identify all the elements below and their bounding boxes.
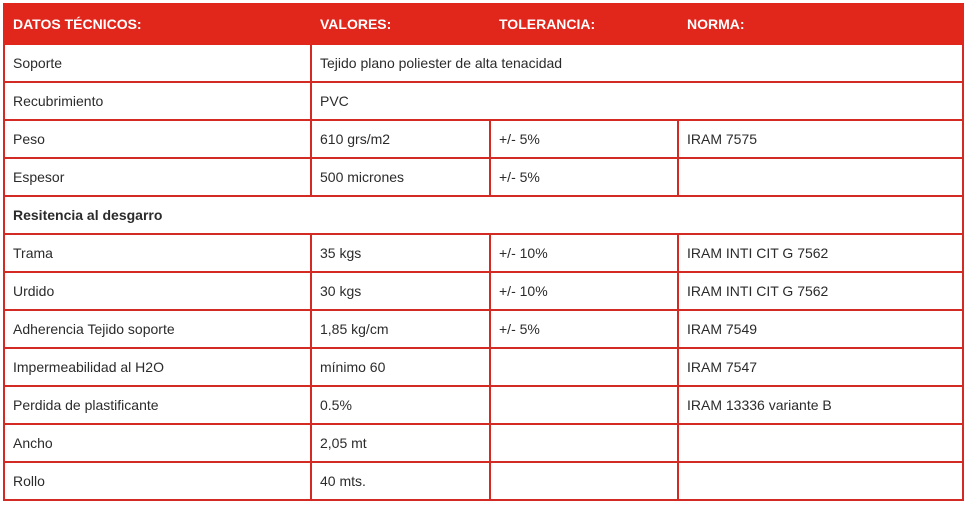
row-label: Impermeabilidad al H2O: [4, 348, 311, 386]
table-body: [4, 44, 963, 500]
row-value: 40 mts.: [311, 462, 490, 500]
row-label: Rollo: [4, 462, 311, 500]
row-tolerance: [490, 424, 678, 462]
table-row-impermeabilidad: [4, 348, 963, 386]
row-label: Trama: [4, 234, 311, 272]
row-tolerance: +/- 5%: [490, 120, 678, 158]
row-norm: IRAM 7549: [678, 310, 963, 348]
row-label: Adherencia Tejido soporte: [4, 310, 311, 348]
row-value: mínimo 60: [311, 348, 490, 386]
row-norm: [678, 424, 963, 462]
table-row-trama: [4, 234, 963, 272]
table-row-adherencia: [4, 310, 963, 348]
row-value: 2,05 mt: [311, 424, 490, 462]
row-value: 610 grs/m2: [311, 120, 490, 158]
table-row-ancho: [4, 424, 963, 462]
row-label: Urdido: [4, 272, 311, 310]
row-value: 35 kgs: [311, 234, 490, 272]
row-value: 30 kgs: [311, 272, 490, 310]
row-tolerance: [490, 348, 678, 386]
header-tolerancia: TOLERANCIA:: [490, 4, 678, 44]
row-value: 500 micrones: [311, 158, 490, 196]
row-value: Tejido plano poliester de alta tenacidad: [311, 44, 963, 82]
header-row: [4, 4, 963, 44]
row-label: Soporte: [4, 44, 311, 82]
row-norm: [678, 462, 963, 500]
row-value: 1,85 kg/cm: [311, 310, 490, 348]
row-label: Peso: [4, 120, 311, 158]
table-row-urdido: [4, 272, 963, 310]
table-row-peso: [4, 120, 963, 158]
row-label: Recubrimiento: [4, 82, 311, 120]
row-tolerance: +/- 10%: [490, 234, 678, 272]
table-row-perdida: [4, 386, 963, 424]
table-header: [4, 4, 963, 44]
row-tolerance: +/- 5%: [490, 310, 678, 348]
row-tolerance: +/- 10%: [490, 272, 678, 310]
row-norm: IRAM 13336 variante B: [678, 386, 963, 424]
table-row-espesor: [4, 158, 963, 196]
row-value: PVC: [311, 82, 963, 120]
row-norm: IRAM 7575: [678, 120, 963, 158]
header-datos-tecnicos: DATOS TÉCNICOS:: [4, 4, 311, 44]
section-heading: Resitencia al desgarro: [4, 196, 963, 234]
header-norma: NORMA:: [678, 4, 963, 44]
row-norm: IRAM INTI CIT G 7562: [678, 234, 963, 272]
row-norm: [678, 158, 963, 196]
row-norm: IRAM INTI CIT G 7562: [678, 272, 963, 310]
row-tolerance: +/- 5%: [490, 158, 678, 196]
header-valores: VALORES:: [311, 4, 490, 44]
table-row-recubrimiento: [4, 82, 963, 120]
row-tolerance: [490, 462, 678, 500]
table-row-section-desgarro: [4, 196, 963, 234]
technical-specs-table: [3, 3, 964, 501]
row-label: Perdida de plastificante: [4, 386, 311, 424]
row-norm: IRAM 7547: [678, 348, 963, 386]
row-label: Espesor: [4, 158, 311, 196]
row-label: Ancho: [4, 424, 311, 462]
table-row-rollo: [4, 462, 963, 500]
table-row-soporte: [4, 44, 963, 82]
row-value: 0.5%: [311, 386, 490, 424]
row-tolerance: [490, 386, 678, 424]
